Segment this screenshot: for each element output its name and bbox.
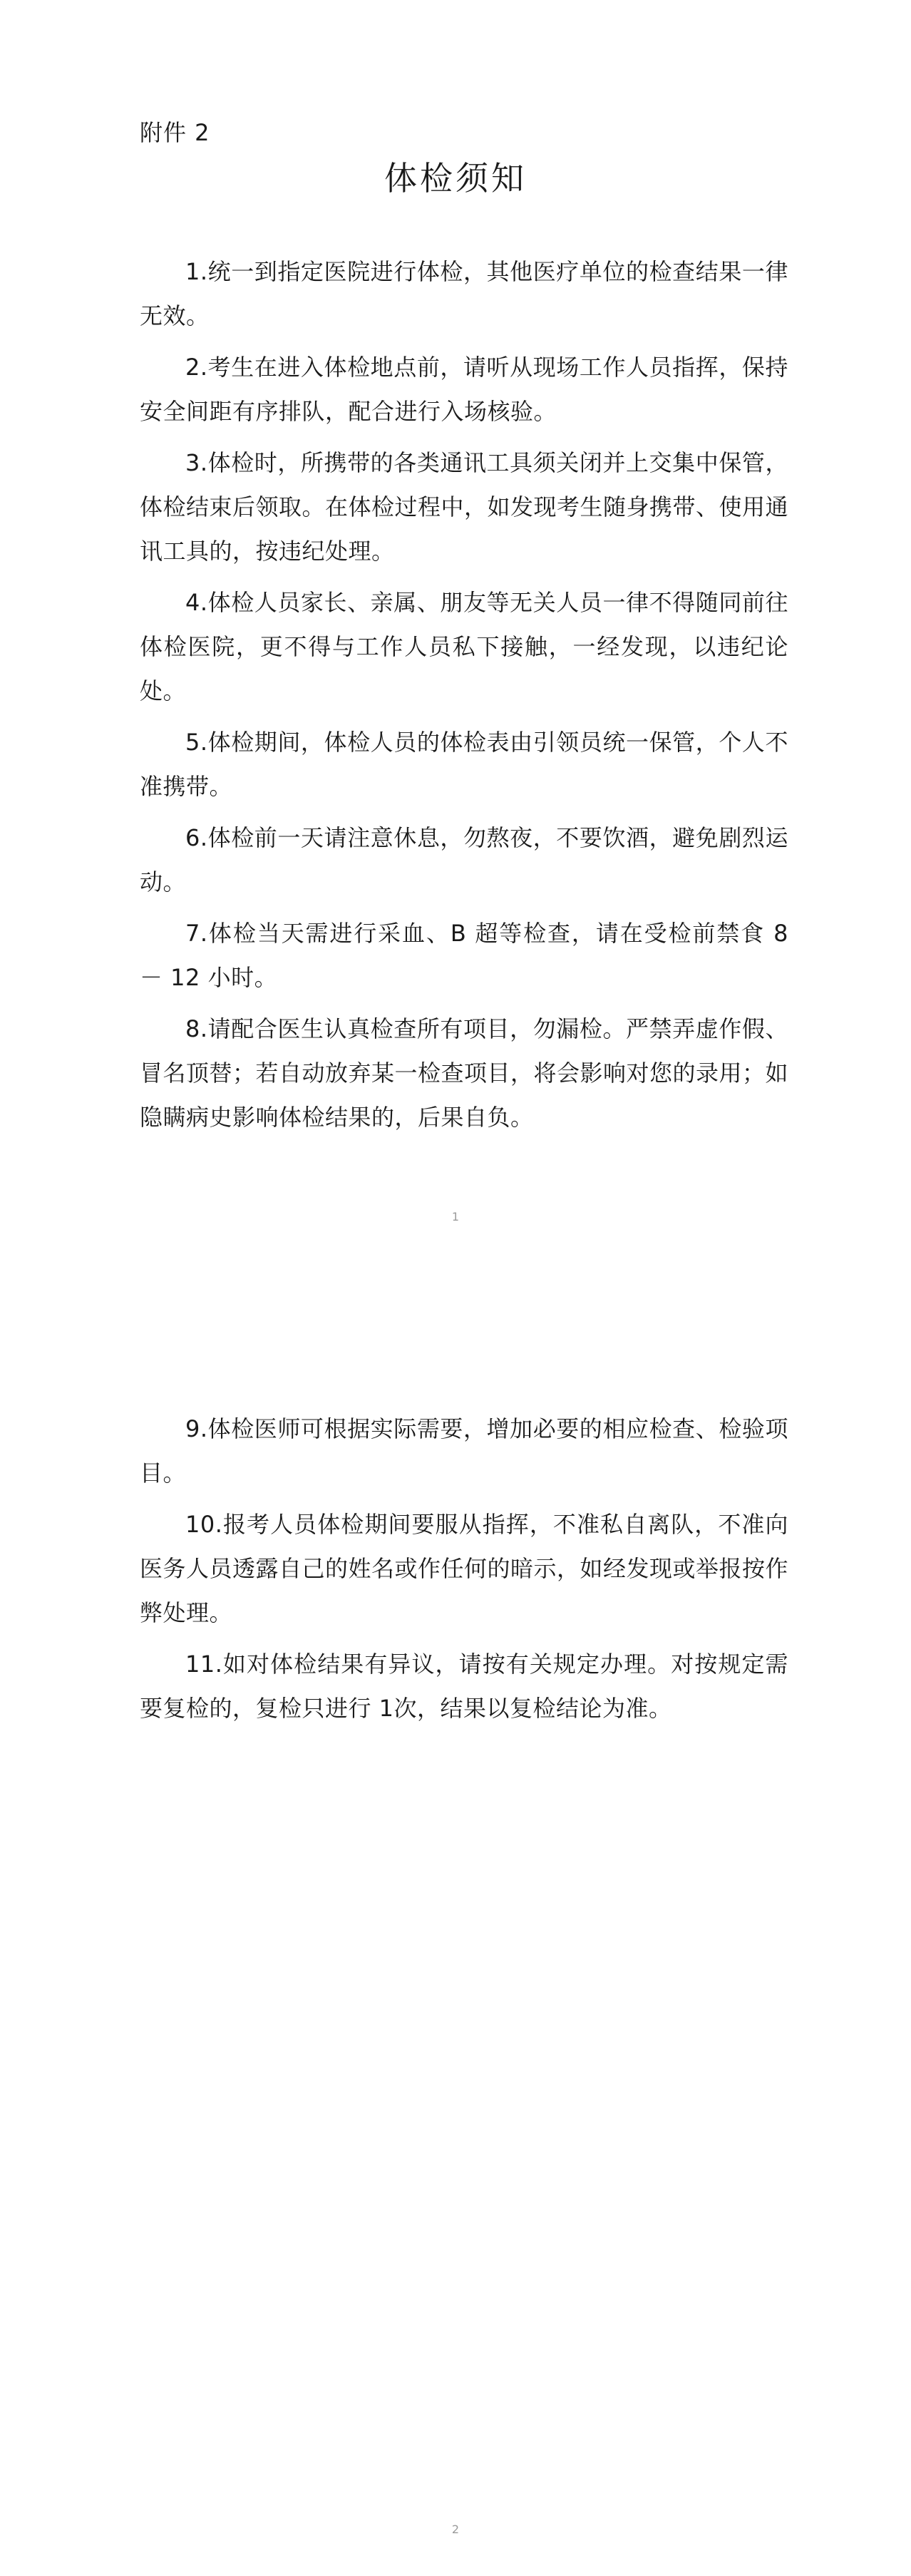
- notice-item-10: 10.报考人员体检期间要服从指挥，不准私自离队，不准向医务人员透露自己的姓名或作任何的暗示，如经发现或举报按作弊处理。: [140, 1511, 789, 1626]
- notice-item-11: 11.如对体检结果有异议，请按有关规定办理。对按规定需要复检的，复检只进行 1次，结果以复检结论为准。: [140, 1651, 788, 1722]
- notice-item-7: 7.体检当天需进行采血、B 超等检查，请在受检前禁食 8 － 12 小时。: [140, 920, 788, 991]
- page-number: 1: [451, 1210, 460, 1223]
- notice-item-2: 2.考生在进入体检地点前，请听从现场工作人员指挥，保持安全间距有序排队，配合进行入场核验。: [140, 354, 788, 425]
- notice-item-5: 5.体检期间，体检人员的体检表由引领员统一保管，个人不准携带。: [140, 729, 788, 800]
- document-page-1: [0, 0, 911, 1283]
- document-title: 体检须知: [384, 159, 527, 197]
- notice-item-1: 1.统一到指定医院进行体检，其他医疗单位的检查结果一律无效。: [140, 258, 788, 329]
- notice-item-4: 4.体检人员家长、亲属、朋友等无关人员一律不得随同前往体检医院，更不得与工作人员私下接触，一经发现，以违纪论处。: [140, 589, 788, 704]
- document-page-2: [0, 1283, 911, 2576]
- notice-item-9: 9.体检医师可根据实际需要，增加必要的相应检查、检验项目。: [140, 1415, 788, 1487]
- notice-paragraphs-page-1: [140, 250, 788, 1146]
- notice-item-8: 8.请配合医生认真检查所有项目，勿漏检。严禁弄虚作假、冒名顶替；若自动放弃某一检查项目，将会影响对您的录用；如隐瞒病史影响体检结果的，后果自负。: [140, 1015, 789, 1131]
- notice-paragraphs-page-2: [140, 1407, 788, 1738]
- attachment-label: 附件 2: [140, 119, 210, 146]
- notice-item-3: 3.体检时，所携带的各类通讯工具须关闭并上交集中保管，体检结束后领取。在体检过程中，如发现考生随身携带、使用通讯工具的，按违纪处理。: [140, 449, 789, 565]
- page-number: 2: [451, 2523, 460, 2536]
- notice-item-6: 6.体检前一天请注意休息，勿熬夜，不要饮酒，避免剧烈运动。: [140, 824, 788, 896]
